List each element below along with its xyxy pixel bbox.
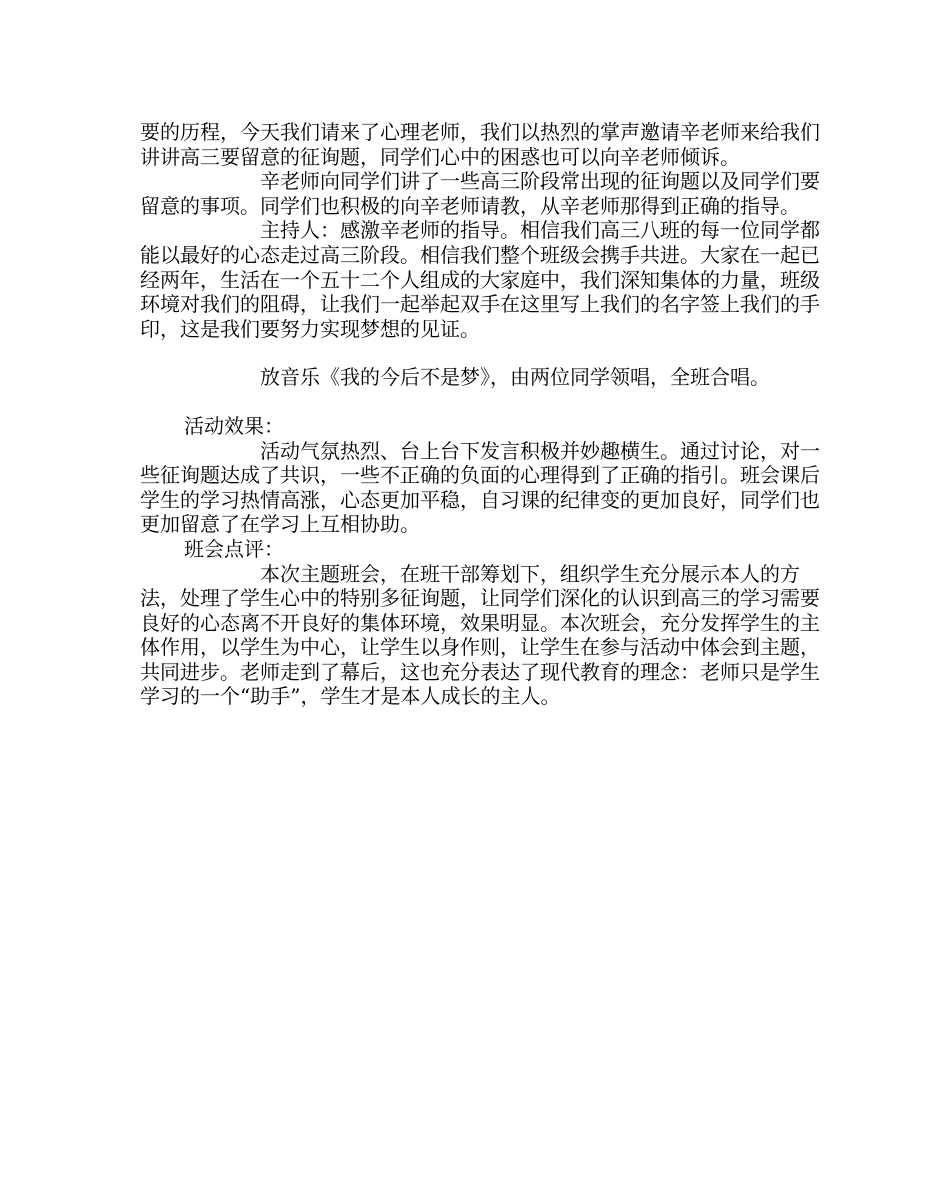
paragraph-intro-continued: 要的历程，今天我们请来了心理老师，我们以热烈的掌声邀请辛老师来给我们讲讲高三要留意的征询题，同学们心中的困惑也可以向辛老师倾诉。 bbox=[140, 120, 820, 169]
paragraph-teacher-talk: 辛老师向同学们讲了一些高三阶段常出现的征询题以及同学们要留意的事项。同学们也积极的向辛老师请教，从辛老师那得到正确的指导。 bbox=[140, 169, 820, 218]
spacer bbox=[140, 341, 830, 365]
spacer bbox=[140, 390, 830, 414]
document-body bbox=[140, 120, 830, 709]
heading-activity-effect: 活动效果： bbox=[184, 413, 284, 438]
paragraph-activity-effect: 活动气氛热烈、台上台下发言积极并妙趣横生。通过讨论，对一些征询题达成了共识，一些不正确的负面的心理得到了正确的指引。班会课后学生的学习热情高涨，心态更加平稳，自习课的纪律变的更加良好，同学们也更加留意了在学习上互相协助。 bbox=[140, 438, 820, 537]
paragraph-music: 放音乐《我的今后不是梦》，由两位同学领唱，全班合唱。 bbox=[260, 365, 770, 390]
paragraph-class-review: 本次主题班会，在班干部筹划下，组织学生充分展示本人的方法，处理了学生心中的特别多征询题，让同学们深化的认识到高三的学习需要良好的心态离不开良好的集体环境，效果明显。本次班会，充分发挥学生的主体作用，以学生为中心，让学生以身作则，让学生在参与活动中体会到主题，共同进步。老师走到了幕后，这也充分表达了现代教育的理念：老师只是学生学习的一个“助手”，学生才是本人成长的主人。 bbox=[140, 561, 820, 709]
paragraph-host-speech: 主持人：感激辛老师的指导。相信我们高三八班的每一位同学都能以最好的心态走过高三阶段。相信我们整个班级会携手共进。大家在一起已经两年，生活在一个五十二个人组成的大家庭中，我们深知集体的力量，班级环境对我们的阻碍，让我们一起举起双手在这里写上我们的名字签上我们的手印，这是我们要努力实现梦想的见证。 bbox=[140, 218, 820, 341]
heading-class-review: 班会点评： bbox=[184, 536, 284, 561]
